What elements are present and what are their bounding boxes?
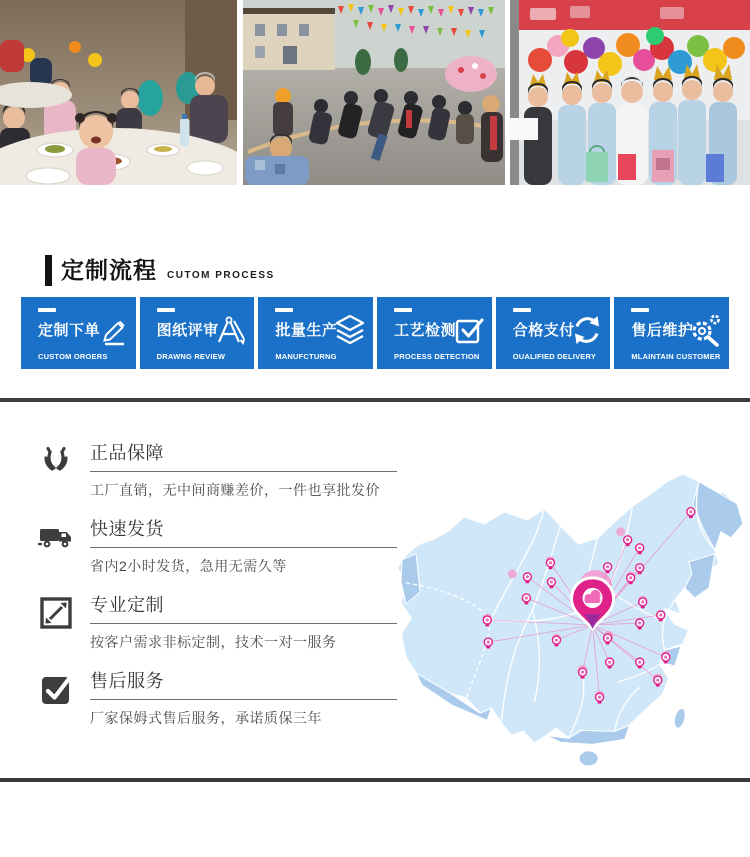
company-dinner-photo — [0, 0, 237, 185]
process-step-title: 合格支付 — [512, 322, 575, 339]
hands-icon — [38, 443, 74, 479]
feature-professional-custom — [36, 589, 398, 665]
process-step-drawing-review — [140, 297, 255, 369]
process-step-title: 定制下单 — [38, 322, 101, 339]
china-distribution-map — [392, 461, 748, 771]
divider-rule-bottom — [0, 778, 750, 782]
process-step-detection — [377, 297, 492, 369]
dash-decoration — [157, 308, 175, 312]
section-subtitle: CUTOM PROCESS — [167, 270, 275, 281]
feature-description: 省内2小时发货，急用无需久等 — [90, 558, 287, 574]
company-dinner-photo-art — [0, 0, 237, 185]
china-map-art — [392, 461, 748, 771]
process-step-title: 图纸评审 — [156, 322, 219, 339]
refresh-arrows-icon — [570, 313, 604, 347]
process-step-title: 工艺检测 — [394, 322, 457, 339]
feature-title: 快速发货 — [90, 515, 397, 548]
dash-decoration — [513, 308, 531, 312]
section-title: 定制流程 — [61, 257, 157, 283]
process-step-manufacturing — [258, 297, 373, 369]
feature-description: 工厂直销，无中间商赚差价，一件也享批发价 — [90, 482, 380, 498]
dash-decoration — [38, 308, 56, 312]
process-step-maintain — [614, 297, 729, 369]
feature-genuine-guarantee — [36, 437, 398, 513]
process-step-subtitle: MLAINTAIN CUSTOMER — [631, 352, 721, 361]
feature-description: 厂家保姆式售后服务，承诺质保三年 — [90, 710, 322, 726]
feature-description: 按客户需求非标定制，技术一对一服务 — [90, 634, 337, 650]
process-step-title: 售后维护 — [631, 322, 694, 339]
award-ceremony-photo-art — [510, 0, 750, 185]
gear-search-icon — [689, 313, 723, 347]
feature-title: 专业定制 — [90, 591, 397, 624]
header-accent-bar — [45, 255, 52, 286]
resize-arrow-icon — [38, 595, 74, 631]
dash-decoration — [394, 308, 412, 312]
award-ceremony-photo — [510, 0, 750, 185]
feature-title: 正品保障 — [90, 439, 397, 472]
tug-of-war-photo-art — [243, 0, 505, 185]
process-step-subtitle: OUALIFIED DELIVERY — [512, 352, 597, 361]
tug-of-war-photo — [243, 0, 505, 185]
process-steps-row — [21, 297, 729, 369]
custom-process-header — [45, 255, 275, 286]
checkbox-icon — [452, 313, 486, 347]
feature-title: 售后服务 — [90, 667, 397, 700]
layers-icon — [333, 313, 367, 347]
drafting-compass-icon — [214, 313, 248, 347]
check-icon — [38, 671, 74, 707]
dash-decoration — [631, 308, 649, 312]
process-step-subtitle: DRAWNG REVIEW — [156, 352, 226, 361]
pencil-icon — [96, 313, 130, 347]
photo-strip — [0, 0, 750, 185]
divider-rule-top — [0, 398, 750, 402]
feature-list — [36, 437, 398, 741]
feature-after-sales — [36, 665, 398, 741]
feature-fast-delivery — [36, 513, 398, 589]
process-step-subtitle: CUSTOM OROERS — [38, 352, 108, 361]
process-step-title: 批量生产 — [275, 322, 338, 339]
process-step-subtitle: PROCESS DETECTION — [394, 352, 480, 361]
truck-icon — [38, 519, 74, 555]
process-step-order — [21, 297, 136, 369]
process-step-subtitle: MANUFCTURNG — [275, 352, 337, 361]
dash-decoration — [275, 308, 293, 312]
process-step-payment — [496, 297, 611, 369]
